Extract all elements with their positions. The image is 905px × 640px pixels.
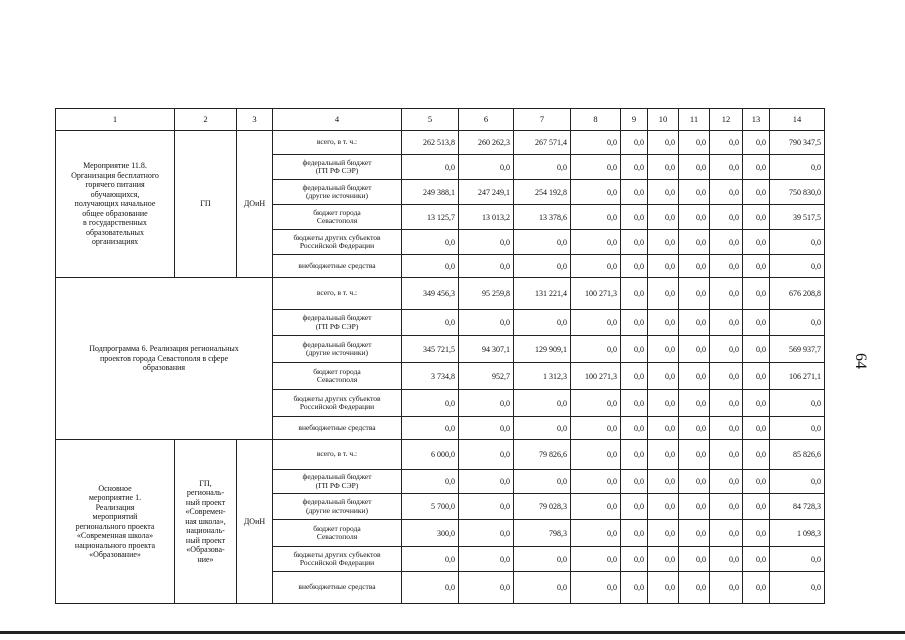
amount-cell: 0,0	[710, 336, 743, 363]
amount-cell: 0,0	[770, 470, 825, 494]
amount-cell: 0,0	[571, 131, 621, 155]
table-row	[56, 440, 825, 470]
amount-cell: 0,0	[621, 278, 648, 310]
amount-cell: 0,0	[679, 572, 710, 604]
funding-source: федеральный бюджет (другие источники)	[273, 494, 402, 520]
amount-cell: 0,0	[571, 336, 621, 363]
amount-cell: 0,0	[571, 547, 621, 572]
amount-cell: 0,0	[459, 390, 514, 417]
funding-source: федеральный бюджет (ГП РФ СЭР)	[273, 470, 402, 494]
amount-cell: 0,0	[710, 390, 743, 417]
amount-cell: 0,0	[621, 572, 648, 604]
amount-cell: 300,0	[402, 520, 459, 547]
amount-cell: 0,0	[743, 230, 770, 255]
amount-cell: 129 909,1	[514, 336, 571, 363]
amount-cell: 0,0	[621, 336, 648, 363]
amount-cell: 0,0	[710, 310, 743, 336]
amount-cell: 0,0	[710, 131, 743, 155]
amount-cell: 790 347,5	[770, 131, 825, 155]
amount-cell: 106 271,1	[770, 363, 825, 390]
amount-cell: 0,0	[743, 440, 770, 470]
amount-cell: 0,0	[679, 230, 710, 255]
amount-cell: 0,0	[770, 155, 825, 180]
amount-cell: 0,0	[743, 520, 770, 547]
amount-cell: 0,0	[621, 310, 648, 336]
amount-cell: 0,0	[571, 310, 621, 336]
amount-cell: 0,0	[743, 131, 770, 155]
amount-cell: 750 830,0	[770, 180, 825, 205]
amount-cell: 0,0	[679, 547, 710, 572]
subprogram-title: Подпрограмма 6. Реализация региональных проектов города Севастополя в сфере образования	[56, 278, 273, 440]
amount-cell: 0,0	[571, 205, 621, 230]
amount-cell: 6 000,0	[402, 440, 459, 470]
amount-cell: 0,0	[679, 131, 710, 155]
amount-cell: 0,0	[679, 278, 710, 310]
amount-cell: 569 937,7	[770, 336, 825, 363]
amount-cell: 13 378,6	[514, 205, 571, 230]
amount-cell: 1 312,3	[514, 363, 571, 390]
amount-cell: 131 221,4	[514, 278, 571, 310]
amount-cell: 0,0	[710, 494, 743, 520]
amount-cell: 0,0	[743, 205, 770, 230]
amount-cell: 0,0	[648, 417, 679, 440]
amount-cell: 0,0	[648, 520, 679, 547]
amount-cell: 0,0	[648, 336, 679, 363]
amount-cell: 13 125,7	[402, 205, 459, 230]
amount-cell: 0,0	[571, 417, 621, 440]
amount-cell: 952,7	[459, 363, 514, 390]
amount-cell: 0,0	[648, 205, 679, 230]
amount-cell: 0,0	[621, 230, 648, 255]
amount-cell: 0,0	[402, 155, 459, 180]
column-header: 9	[621, 109, 648, 131]
column-header: 11	[679, 109, 710, 131]
amount-cell: 0,0	[571, 255, 621, 278]
amount-cell: 0,0	[743, 255, 770, 278]
funding-source: бюджет города Севастополя	[273, 520, 402, 547]
amount-cell: 0,0	[679, 363, 710, 390]
amount-cell: 0,0	[514, 417, 571, 440]
budget-table	[55, 108, 825, 604]
amount-cell: 0,0	[770, 310, 825, 336]
funding-source: внебюджетные средства	[273, 255, 402, 278]
activity-type: ГП	[175, 131, 237, 278]
amount-cell: 0,0	[402, 255, 459, 278]
amount-cell: 0,0	[459, 470, 514, 494]
amount-cell: 0,0	[770, 390, 825, 417]
amount-cell: 0,0	[770, 230, 825, 255]
amount-cell: 0,0	[743, 417, 770, 440]
column-header: 3	[237, 109, 273, 131]
amount-cell: 0,0	[648, 440, 679, 470]
amount-cell: 79 826,6	[514, 440, 571, 470]
amount-cell: 0,0	[571, 155, 621, 180]
amount-cell: 0,0	[621, 440, 648, 470]
amount-cell: 0,0	[648, 131, 679, 155]
amount-cell: 0,0	[679, 155, 710, 180]
funding-source: федеральный бюджет (другие источники)	[273, 336, 402, 363]
amount-cell: 0,0	[679, 520, 710, 547]
amount-cell: 254 192,8	[514, 180, 571, 205]
column-header: 7	[514, 109, 571, 131]
column-header: 1	[56, 109, 175, 131]
activity-name: Основное мероприятие 1. Реализация мероприятий регионального проекта «Современная школа» национального проекта «Образование»	[56, 440, 175, 604]
amount-cell: 267 571,4	[514, 131, 571, 155]
amount-cell: 0,0	[710, 440, 743, 470]
amount-cell: 0,0	[621, 155, 648, 180]
amount-cell: 0,0	[679, 417, 710, 440]
amount-cell: 798,3	[514, 520, 571, 547]
executor: ДОиН	[237, 440, 273, 604]
amount-cell: 79 028,3	[514, 494, 571, 520]
column-header: 14	[770, 109, 825, 131]
amount-cell: 39 517,5	[770, 205, 825, 230]
amount-cell: 0,0	[402, 310, 459, 336]
amount-cell: 345 721,5	[402, 336, 459, 363]
amount-cell: 0,0	[402, 417, 459, 440]
amount-cell: 0,0	[710, 180, 743, 205]
amount-cell: 0,0	[710, 363, 743, 390]
funding-source: всего, в т. ч.:	[273, 278, 402, 310]
amount-cell: 0,0	[514, 155, 571, 180]
amount-cell: 0,0	[571, 470, 621, 494]
column-header: 4	[273, 109, 402, 131]
amount-cell: 0,0	[710, 155, 743, 180]
amount-cell: 0,0	[648, 494, 679, 520]
activity-type: ГП, региональ- ный проект «Современ- ная школа», националь- ный проект «Образова- ние»	[175, 440, 237, 604]
amount-cell: 0,0	[743, 310, 770, 336]
amount-cell: 0,0	[621, 494, 648, 520]
amount-cell: 0,0	[571, 572, 621, 604]
column-header: 8	[571, 109, 621, 131]
amount-cell: 0,0	[459, 572, 514, 604]
page-bottom-border	[0, 631, 905, 634]
amount-cell: 0,0	[679, 336, 710, 363]
column-header: 5	[402, 109, 459, 131]
amount-cell: 0,0	[679, 180, 710, 205]
amount-cell: 0,0	[710, 520, 743, 547]
amount-cell: 0,0	[648, 230, 679, 255]
table-row	[56, 131, 825, 155]
amount-cell: 260 262,3	[459, 131, 514, 155]
amount-cell: 0,0	[571, 390, 621, 417]
amount-cell: 0,0	[743, 572, 770, 604]
amount-cell: 0,0	[459, 494, 514, 520]
funding-source: бюджет города Севастополя	[273, 363, 402, 390]
amount-cell: 0,0	[459, 230, 514, 255]
funding-source: всего, в т. ч.:	[273, 440, 402, 470]
amount-cell: 0,0	[621, 255, 648, 278]
amount-cell: 0,0	[514, 547, 571, 572]
amount-cell: 0,0	[648, 390, 679, 417]
amount-cell: 94 307,1	[459, 336, 514, 363]
amount-cell: 0,0	[514, 255, 571, 278]
funding-source: бюджеты других субъектов Российской Федерации	[273, 390, 402, 417]
amount-cell: 0,0	[710, 470, 743, 494]
funding-source: бюджет города Севастополя	[273, 205, 402, 230]
amount-cell: 85 826,6	[770, 440, 825, 470]
amount-cell: 0,0	[710, 547, 743, 572]
amount-cell: 0,0	[514, 390, 571, 417]
amount-cell: 0,0	[743, 470, 770, 494]
amount-cell: 0,0	[402, 470, 459, 494]
funding-source: внебюджетные средства	[273, 417, 402, 440]
funding-source: федеральный бюджет (ГП РФ СЭР)	[273, 155, 402, 180]
amount-cell: 247 249,1	[459, 180, 514, 205]
amount-cell: 0,0	[621, 180, 648, 205]
amount-cell: 249 388,1	[402, 180, 459, 205]
amount-cell: 0,0	[621, 131, 648, 155]
amount-cell: 0,0	[402, 230, 459, 255]
table-body	[56, 109, 825, 604]
amount-cell: 0,0	[648, 572, 679, 604]
executor: ДОиН	[237, 131, 273, 278]
header-row	[56, 109, 825, 131]
amount-cell: 0,0	[402, 547, 459, 572]
amount-cell: 0,0	[770, 417, 825, 440]
amount-cell: 0,0	[621, 363, 648, 390]
amount-cell: 0,0	[648, 363, 679, 390]
amount-cell: 0,0	[679, 470, 710, 494]
amount-cell: 0,0	[621, 547, 648, 572]
amount-cell: 0,0	[402, 572, 459, 604]
amount-cell: 0,0	[743, 278, 770, 310]
amount-cell: 0,0	[648, 547, 679, 572]
amount-cell: 100 271,3	[571, 278, 621, 310]
amount-cell: 0,0	[770, 572, 825, 604]
amount-cell: 0,0	[679, 310, 710, 336]
amount-cell: 676 208,8	[770, 278, 825, 310]
activity-name: Мероприятие 11.8. Организация бесплатного горячего питания обучающихся, получающих начальное общее образование в государственных образовательных организациях	[56, 131, 175, 278]
amount-cell: 0,0	[743, 155, 770, 180]
amount-cell: 3 734,8	[402, 363, 459, 390]
amount-cell: 0,0	[571, 180, 621, 205]
amount-cell: 0,0	[710, 278, 743, 310]
funding-source: бюджеты других субъектов Российской Федерации	[273, 547, 402, 572]
amount-cell: 0,0	[459, 155, 514, 180]
amount-cell: 349 456,3	[402, 278, 459, 310]
funding-source: внебюджетные средства	[273, 572, 402, 604]
amount-cell: 0,0	[459, 255, 514, 278]
amount-cell: 0,0	[743, 390, 770, 417]
table-row	[56, 278, 825, 310]
amount-cell: 0,0	[710, 417, 743, 440]
amount-cell: 0,0	[679, 440, 710, 470]
amount-cell: 0,0	[621, 205, 648, 230]
column-header: 13	[743, 109, 770, 131]
amount-cell: 0,0	[571, 230, 621, 255]
amount-cell: 0,0	[459, 547, 514, 572]
amount-cell: 5 700,0	[402, 494, 459, 520]
amount-cell: 0,0	[459, 310, 514, 336]
amount-cell: 84 728,3	[770, 494, 825, 520]
amount-cell: 0,0	[679, 390, 710, 417]
amount-cell: 0,0	[621, 390, 648, 417]
amount-cell: 0,0	[571, 494, 621, 520]
funding-source: всего, в т. ч.:	[273, 131, 402, 155]
amount-cell: 95 259,8	[459, 278, 514, 310]
funding-source: бюджеты других субъектов Российской Федерации	[273, 230, 402, 255]
amount-cell: 0,0	[571, 440, 621, 470]
amount-cell: 0,0	[710, 255, 743, 278]
amount-cell: 0,0	[679, 494, 710, 520]
amount-cell: 13 013,2	[459, 205, 514, 230]
amount-cell: 0,0	[743, 547, 770, 572]
amount-cell: 0,0	[648, 470, 679, 494]
amount-cell: 0,0	[710, 572, 743, 604]
column-header: 2	[175, 109, 237, 131]
amount-cell: 0,0	[648, 278, 679, 310]
amount-cell: 0,0	[648, 155, 679, 180]
amount-cell: 100 271,3	[571, 363, 621, 390]
page-number: 64	[852, 353, 869, 369]
amount-cell: 0,0	[743, 180, 770, 205]
amount-cell: 0,0	[648, 180, 679, 205]
amount-cell: 0,0	[514, 470, 571, 494]
amount-cell: 0,0	[514, 310, 571, 336]
amount-cell: 0,0	[459, 417, 514, 440]
amount-cell: 0,0	[679, 205, 710, 230]
amount-cell: 0,0	[621, 520, 648, 547]
amount-cell: 0,0	[743, 363, 770, 390]
amount-cell: 0,0	[743, 336, 770, 363]
amount-cell: 0,0	[621, 417, 648, 440]
amount-cell: 0,0	[459, 440, 514, 470]
amount-cell: 1 098,3	[770, 520, 825, 547]
amount-cell: 0,0	[514, 230, 571, 255]
funding-source: федеральный бюджет (другие источники)	[273, 180, 402, 205]
amount-cell: 0,0	[459, 520, 514, 547]
column-header: 12	[710, 109, 743, 131]
amount-cell: 262 513,8	[402, 131, 459, 155]
amount-cell: 0,0	[710, 205, 743, 230]
column-header: 6	[459, 109, 514, 131]
amount-cell: 0,0	[571, 520, 621, 547]
amount-cell: 0,0	[648, 255, 679, 278]
amount-cell: 0,0	[402, 390, 459, 417]
amount-cell: 0,0	[679, 255, 710, 278]
funding-source: федеральный бюджет (ГП РФ СЭР)	[273, 310, 402, 336]
amount-cell: 0,0	[770, 547, 825, 572]
amount-cell: 0,0	[621, 470, 648, 494]
amount-cell: 0,0	[743, 494, 770, 520]
amount-cell: 0,0	[648, 310, 679, 336]
column-header: 10	[648, 109, 679, 131]
amount-cell: 0,0	[710, 230, 743, 255]
amount-cell: 0,0	[770, 255, 825, 278]
amount-cell: 0,0	[514, 572, 571, 604]
